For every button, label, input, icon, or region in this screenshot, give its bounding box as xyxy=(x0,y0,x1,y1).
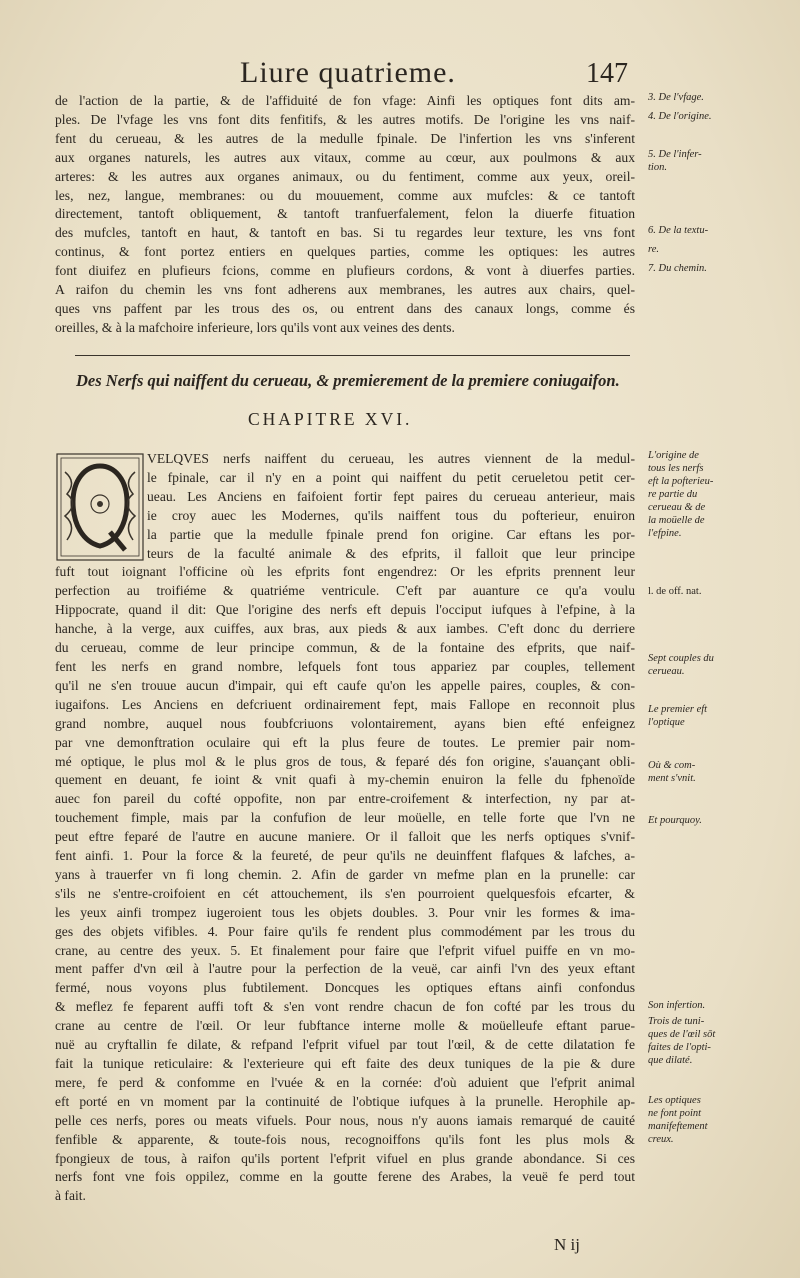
margin-note: cerueau & de xyxy=(648,502,706,513)
text-line: nuë au cryftallin fe dilate, & refpand l'efprit vifuel par tout l'œil, & de cette dilatation fe xyxy=(55,1037,635,1053)
text-line: directement, tantoft obliquement, & tantoft tranfuerfalement, felon la diuerfe fituation xyxy=(55,206,635,222)
text-line: VELQVES nerfs naiffent du cerueau, les autres viennent de la medul- xyxy=(147,451,635,466)
text-line: quement en deuant, fe ioint & vnit quafi à my-chemin enuiron la felle du fphenoïde xyxy=(55,772,635,788)
text-line: hanche, à la verge, aux cuiffes, aux bras, aux pieds & aux iambes. C'eft donc du derriere xyxy=(55,621,635,637)
margin-note: 5. De l'infer- xyxy=(648,149,702,160)
margin-note: 6. De la textu- xyxy=(648,225,709,236)
section-title: Des Nerfs qui naiffent du cerueau, & premierement de la premiere coniugaifon. xyxy=(76,371,620,390)
margin-note: re partie du xyxy=(648,489,698,500)
margin-note: Le premier eft xyxy=(648,704,708,715)
running-head: Liure quatrieme. xyxy=(240,56,456,89)
text-line: A raifon du chemin les vns font adherens aux membranes, les autres aux chairs, quel- xyxy=(55,282,635,298)
margin-note: Et pourquoy. xyxy=(648,815,702,826)
text-line: perfection au troifiéme & quatriéme ventricule. C'eft par auanture ce qu'a voulu xyxy=(55,583,635,599)
text-line: Hippocrate, quand il dit: Que l'origine des nerfs eft depuis l'occiput iufques à l'efpine, à la xyxy=(55,602,635,618)
page-header xyxy=(60,56,740,96)
text-line: oreilles, & à la mafchoire inferieure, lors qu'ils vont aux veines des dents. xyxy=(55,319,455,335)
text-block-2 xyxy=(55,450,635,1206)
margin-note: l'optique xyxy=(648,717,685,728)
margin-note: Où & com- xyxy=(648,760,696,771)
margin-note: tous les nerfs xyxy=(648,463,704,474)
margin-note: L'origine de xyxy=(648,450,699,461)
text-line: crane, au centre des yeux. 5. Et finalement pour faire que l'efprit vifuel puiffe en vn mo- xyxy=(55,942,635,958)
text-line: du cerueau, comme de leur principe commun, & de la fontaine des efprits, que naif- xyxy=(55,640,635,656)
text-line: ment paffer d'vn œil à l'autre pour la perfection de la veuë, car ainfi l'vn des yeux eftant xyxy=(55,961,635,977)
margin-note: ment s'vnit. xyxy=(648,773,696,784)
signature-mark: N ij xyxy=(554,1235,580,1254)
margin-note: l. de off. nat. xyxy=(648,586,702,597)
text-line: qu'il ne s'en trouue aucun d'impair, qui eft caufe qu'on les appelle paires, couples, & con- xyxy=(55,677,635,693)
text-line: eft porté en vn moment par la continuité de l'obtique iufques à la prunelle. Herophile ap- xyxy=(55,1093,635,1109)
text-line: mé optique, le plus mol & le plus gros de tous, & feparé dés fon origine, s'auançant obli- xyxy=(55,753,635,769)
margin-note: Son infertion. xyxy=(648,1000,706,1011)
text-line: ques vns paffent par les trous des os, ou entrent dans des canaux longs, comme és xyxy=(55,300,635,316)
text-line: teurs de la faculté animale & des efprits, il falloit que leur principe xyxy=(147,545,635,561)
text-line: nerfs font vne fois oppilez, comme en la goutte ferene des Arabes, la veuë fe perd tout xyxy=(55,1169,635,1185)
margin-note: creux. xyxy=(648,1134,674,1145)
text-line: fermé, nous voyons plus fubtilement. Doncques les optiques eftans ainfi confondus xyxy=(55,980,635,996)
text-line: ie croy auec les Modernes, qu'ils naiffent tous du pofterieur, enuiron xyxy=(147,507,635,523)
text-line: fent ainfi. 1. Pour la force & la feureté, de peur qu'ils ne deuinffent flafques & lafches, a- xyxy=(55,848,635,864)
text-line: arteres: & les autres aux organes animaux, ou du fentiment, comme aux yeux, oreil- xyxy=(55,168,635,184)
margin-note: manifeftement xyxy=(648,1121,708,1132)
text-line: fpongieux de tous, à raifon qu'ils portent l'efprit vifuel en plus grande abondance. Si ces xyxy=(55,1150,635,1166)
text-line: grand nombre, auquel nous foubfcriuons volontairement, ayans bien efté enfeignez xyxy=(55,715,635,731)
text-line: aux organes naturels, les autres aux vitaux, comme au cœur, aux poulmons & aux xyxy=(55,149,635,165)
text-line: des mufcles, tantoft en haut, & tantoft en bas. Si tu regardes leur texture, les vns font xyxy=(55,225,635,241)
margin-note: re. xyxy=(648,244,659,255)
margin-note: ques de l'œil sōt xyxy=(648,1029,716,1040)
text-line: par vne demonftration oculaire qui eft la plus feure de toutes. Le premier pair nom- xyxy=(55,734,635,750)
margin-notes-1 xyxy=(648,92,768,352)
section-rule xyxy=(75,355,630,356)
chapter-heading: CHAPITRE XVI. xyxy=(248,409,413,429)
text-line: à fait. xyxy=(55,1188,86,1204)
margin-note: la moüelle de xyxy=(648,515,705,526)
text-line: le fpinale, car il n'y en a point qui naiffent du petit cerueletou petit cer- xyxy=(147,469,635,485)
text-line: les yeux ainfi trompez iugeroient tous les objets doubles. 3. Pour vnir les formes & ima- xyxy=(55,904,635,920)
text-line: fait la tunique reticulaire: & l'exterieure qui eft faite des deux tuniques de la pie & dure xyxy=(55,1056,635,1071)
text-line: pelle ces nerfs, pores ou meats vifuels. Pour nous, nous n'y auons iamais remarqué de cauité xyxy=(55,1112,635,1128)
text-line: & meflez fe feparent auffi toft & s'en vont rendre chacun de fon cofté par les trous du xyxy=(55,999,635,1015)
margin-note: eft la pofterieu- xyxy=(648,476,714,487)
text-line: peut eftre feparé de l'autre en aucune maniere. Or il falloit que les nerfs optiques s'vnif- xyxy=(55,829,635,845)
margin-notes-2 xyxy=(648,450,768,1210)
text-line: yans à trauerfer vn fi long chemin. 2. Afin de garder vn mefme plan en la prunelle: car xyxy=(55,866,635,882)
text-line: iugaifons. Les Anciens en defcriuent ordinairement fept, mais Fallope en reconnoit plus xyxy=(55,696,635,712)
text-line: ueau. Les Anciens en faifoient fortir fept paires du cerueau anterieur, mais xyxy=(147,488,635,504)
text-line: s'ils ne s'entre-croifoient en cét attouchement, ils s'en pourroient quelquesfois efcarter, & xyxy=(55,885,635,901)
margin-note: 4. De l'origine. xyxy=(648,111,712,122)
margin-note: Trois de tuni- xyxy=(648,1016,705,1027)
text-line: ges des objets vifibles. 4. Pour faire qu'ils fe rendent plus commodément par les trous du xyxy=(55,923,635,939)
text-line: fent du cerueau, & les autres de la medulle fpinale. De l'infertion les vns s'inferent xyxy=(55,130,635,146)
margin-note: que dilaté. xyxy=(648,1055,693,1066)
margin-note: l'efpine. xyxy=(648,528,682,539)
text-line: fenfible & apparente, & toute-fois nous, recognoiffons qu'ils font les plus mols & xyxy=(55,1131,635,1147)
text-line: les, nez, langue, membranes: ou du mouuement, comme aux mufcles: & ce tantoft xyxy=(55,187,635,203)
text-line: font diuifez en plufieurs fcions, comme en plufieurs cordons, & vont à diuerfes parties. xyxy=(55,263,635,279)
text-line: crane au centre de l'œil. Or leur fubftance interne molle & moüelleufe eftant parue- xyxy=(55,1018,635,1034)
text-line: fent les nerfs en grand nombre, lefquels font tous appariez par couples, tellement xyxy=(55,658,635,674)
page-number: 147 xyxy=(586,58,628,89)
margin-note: Sept couples du xyxy=(648,653,714,664)
margin-note: faites de l'opti- xyxy=(648,1042,711,1053)
text-line: continus, & font portez entiers en quelques parties, comme les optiques: les autres xyxy=(55,244,635,260)
margin-note: tion. xyxy=(648,162,667,173)
text-line: de l'action de la partie, & de l'affiduité de fon vfage: Ainfi les optiques font dits am- xyxy=(55,93,635,108)
margin-note: cerueau. xyxy=(648,666,685,677)
text-line: mere, fe perd & confomme en l'vuée & en la cornée: d'où aduient que l'efprit animal xyxy=(55,1074,635,1090)
margin-note: Les optiques xyxy=(648,1095,701,1106)
text-line: ples. De l'vfage les vns font dits fenfitifs, & les autres motifs. De l'origine les vns naif- xyxy=(55,111,635,127)
text-line: touchement fimple, mais par la confufion de leur moüelle, en telle forte que l'vn ne xyxy=(55,810,635,826)
margin-note: 3. De l'vfage. xyxy=(648,92,704,103)
text-line: la partie que la medulle fpinale prend fon origine. Car eftans les por- xyxy=(147,526,635,542)
text-line: fuft tout ioignant l'officine où les efprits font engendrez: Or les efprits prennent leur xyxy=(55,564,635,580)
text-block-1 xyxy=(55,92,635,338)
margin-note: 7. Du chemin. xyxy=(648,263,707,274)
margin-note: ne font point xyxy=(648,1108,702,1119)
text-line: auec fon pareil du cofté oppofite, non par entre-croifement & interfection, ny par at- xyxy=(55,791,635,807)
